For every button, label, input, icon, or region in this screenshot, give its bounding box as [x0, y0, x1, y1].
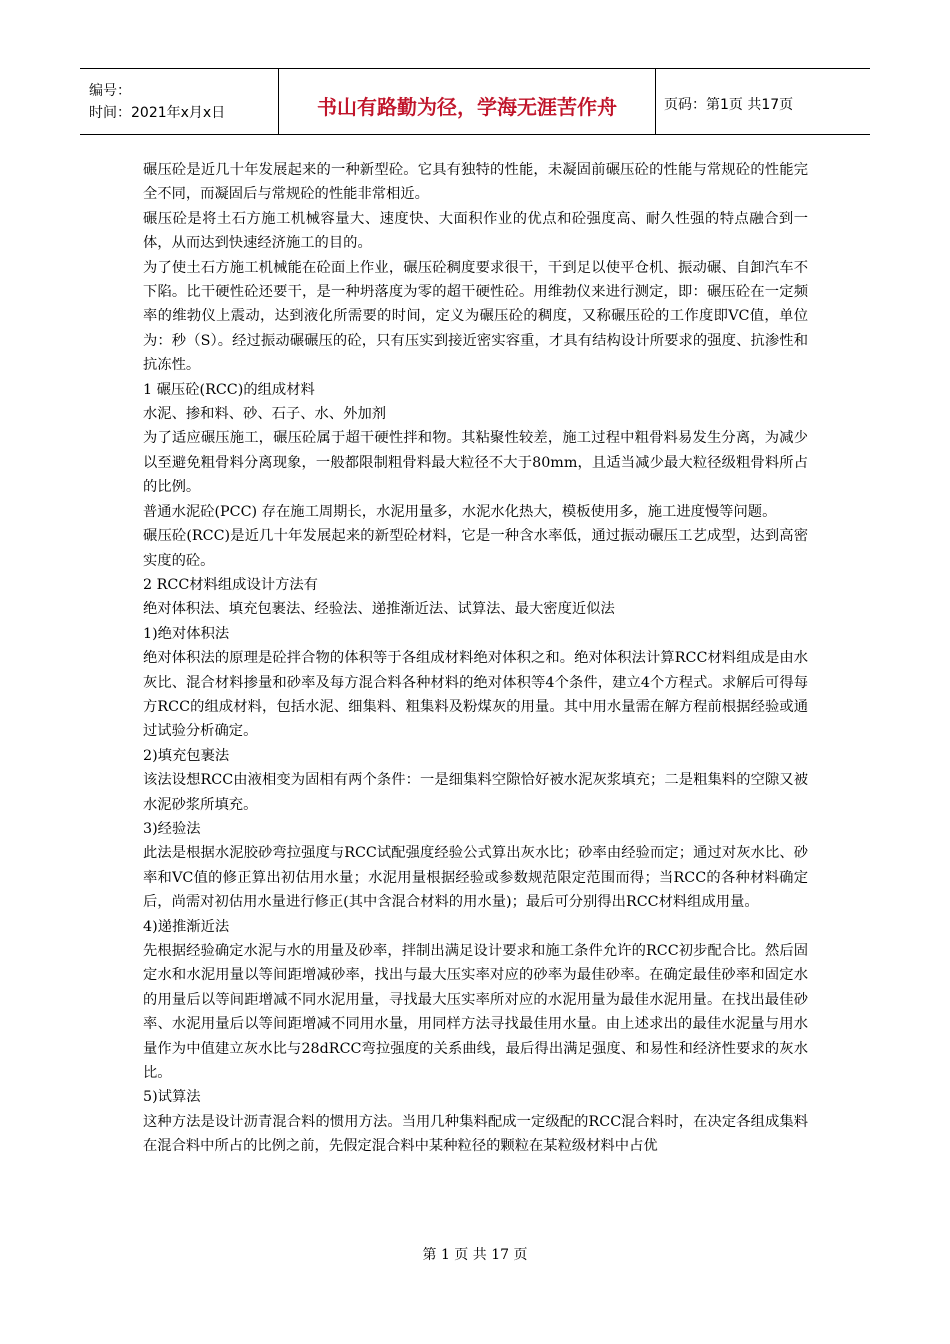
section-heading: 1 碾压砼(RCC)的组成材料: [143, 381, 315, 398]
paragraph: 普通水泥砼(PCC) 存在施工周期长，水泥用量多，水泥水化热大，模板使用多，施工进度慢等问题。: [143, 503, 777, 520]
header-page-info: 页码：第1页 共17页: [664, 96, 794, 113]
paragraph: 为了使土石方施工机械能在砼面上作业，碾压砼稠度要求很干，干到足以使平仓机、振动碾、自卸汽车不下陷。比干硬性砼还要干，是一种坍落度为零的超干硬性砼。用维勃仪来进行测定，即：碾压砼在一定频率的维勃仪上震动，达到液化所需要的时间，定义为碾压砼的稠度，又称碾压砼的工作度即VC值，单位为：秒（S）。经过振动碾碾压的砼，只有压实到接近密实容重，才具有结构设计所要求的强度、抗渗性和抗冻性。: [143, 259, 808, 374]
section-heading: 2 RCC材料组成设计方法有: [143, 576, 318, 593]
paragraph: 为了适应碾压施工，碾压砼属于超干硬性拌和物。其粘聚性较差，施工过程中粗骨料易发生分离，为减少以至避免粗骨料分离现象，一般都限制粗骨料最大粒径不大于80mm，且适当减少最大粒径级粗骨料所占的比例。: [143, 430, 808, 496]
paragraph: 该法设想RCC由液相变为固相有两个条件：一是细集料空隙恰好被水泥灰浆填充；二是粗集料的空隙又被水泥砂浆所填充。: [143, 772, 808, 813]
header-page-cell: [656, 69, 871, 135]
subsection-heading: 3)经验法: [143, 820, 201, 837]
document-date-label: 时间：2021年x月x日: [89, 104, 226, 121]
subsection-heading: 4)递推渐近法: [143, 918, 230, 935]
document-body: [143, 158, 808, 1159]
header-motto-cell: [279, 69, 656, 135]
paragraph: 这种方法是设计沥青混合料的惯用方法。当用几种集料配成一定级配的RCC混合料时，在决定各组成集料在混合料中所占的比例之前，先假定混合料中某种粒径的颗粒在某粒级材料中占优: [143, 1113, 808, 1155]
header-motto: 书山有路勤为径，学海无涯苦作舟: [317, 95, 617, 119]
page-footer: 第 1 页 共 17 页: [422, 1247, 528, 1263]
document-number-label: 编号：: [89, 82, 131, 99]
header-left-cell: [80, 69, 279, 135]
subsection-heading: 1)绝对体积法: [143, 625, 230, 642]
paragraph: 碾压砼是将土石方施工机械容量大、速度快、大面积作业的优点和砼强度高、耐久性强的特点融合到一体，从而达到快速经济施工的目的。: [143, 210, 808, 252]
paragraph: 绝对体积法的原理是砼拌合物的体积等于各组成材料绝对体积之和。绝对体积法计算RCC材料组成是由水灰比、混合材料掺量和砂率及每方混合料各种材料的绝对体积等4个条件，建立4个方程式。求解后可得每方RCC的组成材料，包括水泥、细集料、粗集料及粉煤灰的用量。其中用水量需在解方程前根据经验或通过试验分析确定。: [143, 650, 808, 740]
paragraph: 此法是根据水泥胶砂弯拉强度与RCC试配强度经验公式算出灰水比；砂率由经验而定；通过对灰水比、砂率和VC值的修正算出初估用水量；水泥用量根据经验或参数规范限定范围而得；当RCC的各种材料确定后，尚需对初估用水量进行修正(其中含混合材料的用水量)；最后可分别得出RCC材料组成用量。: [143, 845, 808, 911]
paragraph: 绝对体积法、填充包裹法、经验法、递推渐近法、试算法、最大密度近似法: [143, 601, 615, 618]
paragraph: 碾压砼是近几十年发展起来的一种新型砼。它具有独特的性能，未凝固前碾压砼的性能与常规砼的性能完全不同，而凝固后与常规砼的性能非常相近。: [143, 162, 808, 203]
paragraph: 碾压砼(RCC)是近几十年发展起来的新型砼材料，它是一种含水率低，通过振动碾压工艺成型，达到高密实度的砼。: [143, 528, 808, 569]
paragraph: 先根据经验确定水泥与水的用量及砂率，拌制出满足设计要求和施工条件允许的RCC初步配合比。然后固定水和水泥用量以等间距增减砂率，找出与最大压实率对应的砂率为最佳砂率。在确定最佳砂率和固定水的用量后以等间距增减不同水泥用量，寻找最大压实率所对应的水泥用量为最佳水泥用量。在找出最佳砂率、水泥用量后以等间距增减不同用水量，用同样方法寻找最佳用水量。由上述求出的最佳水泥量与用水量作为中值建立灰水比与28dRCC弯拉强度的关系曲线，最后得出满足强度、和易性和经济性要求的灰水比。: [143, 943, 808, 1082]
subsection-heading: 2)填充包裹法: [143, 747, 230, 764]
paragraph: 水泥、掺和料、砂、石子、水、外加剂: [143, 406, 387, 423]
header-table: [80, 68, 870, 135]
subsection-heading: 5)试算法: [143, 1089, 201, 1106]
